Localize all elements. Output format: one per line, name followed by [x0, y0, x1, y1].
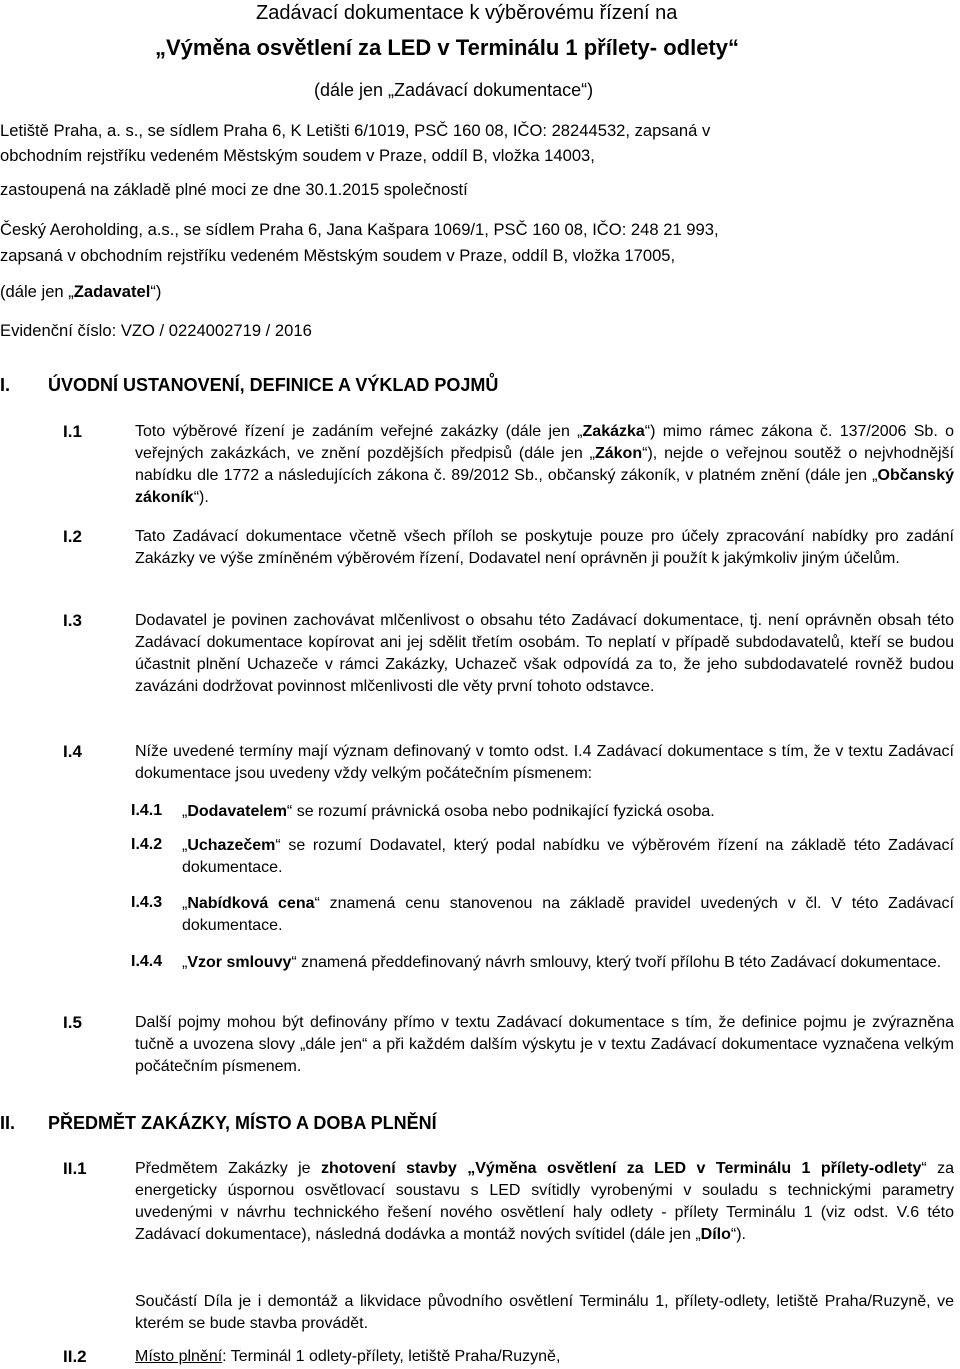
item-number: II.1	[63, 1159, 87, 1178]
evidence-number: Evidenční číslo: VZO / 0224002719 / 2016	[0, 321, 312, 340]
term-vzor-smlouvy: Vzor smlouvy	[187, 954, 292, 971]
intro-line-6	[0, 282, 161, 302]
item-1-1	[135, 421, 954, 509]
text: “)	[150, 282, 162, 301]
subitem-number: I.4.4	[131, 953, 163, 970]
item-number: I.4	[63, 742, 82, 761]
text: “), nejde o veřejnou soutěž o nejvhodnější nabídku dle 1772 a následujících zákona č. 89/2012 Sb., občanský zákoník, v platném znění (dále jen „	[135, 445, 954, 484]
term-predmet: zhotovení stavby „Výměna osvětlení za LED v Terminálu 1 přílety-odlety	[321, 1160, 922, 1177]
text: „	[182, 837, 188, 854]
text: „	[182, 954, 188, 971]
item-2-2	[135, 1346, 954, 1368]
intro-line-2: obchodním rejstříku vedeném Městským soudem v Praze, oddíl B, vložka 14003,	[0, 146, 595, 165]
item-2-1-paragraph-2: Součástí Díla je i demontáž a likvidace původního osvětlení Terminálu 1, přílety-odlety, letiště Praha/Ruzyně, ve kterém se bude stavba provádět.	[135, 1293, 954, 1332]
text: “ za energeticky úspornou osvětlovací soustavu s LED svítidly vyrobenými v souladu s technickými parametry uvedenými v návrhu technického řešení nového osvětlení haly odlety - přílety Terminálu 1 (viz odst. V.6 této Zadávací dokumentace), následná dodávka a montáž nových svítidel (dále jen „	[135, 1160, 954, 1243]
text: “ znamená cenu stanovenou na základě pravidel uvedených v čl. V této Zadávací dokumentace.	[182, 895, 954, 934]
item-1-3: Dodavatel je povinen zachovávat mlčenlivost o obsahu této Zadávací dokumentace, tj. není oprávněn obsah této Zadávací dokumentace kopírovat ani jej sdělit třetím osobám. To neplatí v případě subdodavatelů, kteří se budou účastnit plnění Uchazeče v rámci Zakázky, Uchazeč však odpovídá za to, že jeho subdodavatelé rovněž budou zavázáni dodržovat povinnost mlčenlivosti dle věty první tohoto odstavce.	[135, 612, 954, 695]
item-number: I.2	[63, 527, 82, 546]
text: „	[182, 803, 188, 820]
term-nabidkova-cena: Nabídková cena	[187, 895, 315, 912]
subitem-number: I.4.3	[131, 894, 163, 911]
item-1-4: Níže uvedené termíny mají význam definovaný v tomto odst. I.4 Zadávací dokumentace s tím, že v textu Zadávací dokumentace jsou uvedeny vždy velkým počátečním písmenem:	[135, 743, 954, 782]
subitem-1-4-3	[182, 893, 954, 937]
text: Toto výběrové řízení je zadáním veřejné zakázky (dále jen „	[135, 423, 583, 440]
item-1-5: Další pojmy mohou být definovány přímo v textu Zadávací dokumentace s tím, že definice pojmu je zvýrazněna tučně a uvozena slovy „dále jen“ a při každém dalším výskytu je v textu Zadávací dokumentace vyznačena velkým počátečním písmenem.	[135, 1014, 954, 1075]
term-uchazec: Uchazečem	[187, 837, 276, 854]
text: “ se rozumí Dodavatel, který podal nabídku ve výběrovém řízení na základě této Zadávací dokumentace.	[182, 837, 954, 876]
text: “).	[730, 1226, 746, 1243]
text: „	[182, 895, 188, 912]
term-zadavatel: Zadavatel	[73, 282, 151, 301]
text: “) mimo rámec zákona č. 137/2006 Sb. o veřejných zakázkách, ve znění pozdějších předpisů (dále jen „	[135, 423, 954, 462]
text: “ se rozumí právnická osoba nebo podnikající fyzická osoba.	[286, 803, 715, 820]
section-1-number: I.	[0, 375, 11, 395]
title-line-1: Zadávací dokumentace k výběrovému řízení na	[256, 2, 678, 24]
intro-line-1: Letiště Praha, a. s., se sídlem Praha 6, K Letišti 6/1019, PSČ 160 08, IČO: 28244532, zapsaná v	[0, 121, 711, 140]
section-2-title: PŘEDMĚT ZAKÁZKY, MÍSTO A DOBA PLNĚNÍ	[48, 1113, 437, 1133]
item-number: I.3	[63, 611, 82, 630]
intro-line-3: zastoupená na základě plné moci ze dne 30.1.2015 společností	[0, 180, 468, 199]
text: (dále jen „	[0, 282, 74, 301]
term-obcansky-zakonik: Občanský zákoník	[135, 467, 954, 506]
label-misto-plneni: Místo plnění	[135, 1348, 223, 1365]
text: Předmětem Zakázky je	[135, 1160, 321, 1177]
subitem-1-4-4	[182, 952, 954, 974]
text: “ znamená předdefinovaný návrh smlouvy, který tvoří přílohu B této Zadávací dokumentace.	[291, 954, 942, 971]
section-2-number: II.	[0, 1113, 16, 1133]
item-number: I.5	[63, 1013, 82, 1032]
section-1-title: ÚVODNÍ USTANOVENÍ, DEFINICE A VÝKLAD POJMŮ	[48, 375, 499, 395]
text: “).	[193, 489, 209, 506]
term-zakon: Zákon	[594, 445, 643, 462]
intro-line-5: zapsaná v obchodním rejstříku vedeném Městským soudem v Praze, oddíl B, vložka 17005,	[0, 246, 676, 265]
subitem-number: I.4.2	[131, 836, 163, 853]
term-zakazka: Zakázka	[582, 423, 645, 440]
subitem-1-4-2	[182, 835, 954, 879]
term-dodavatel: Dodavatelem	[187, 803, 287, 820]
text: : Terminál 1 odlety-přílety, letiště Praha/Ruzyně,	[222, 1348, 561, 1365]
title-line-3: (dále jen „Zadávací dokumentace“)	[314, 80, 594, 100]
item-2-1	[135, 1158, 954, 1246]
document-title: „Výměna osvětlení za LED v Terminálu 1 přílety- odlety“	[155, 35, 739, 60]
item-1-2: Tato Zadávací dokumentace včetně všech příloh se poskytuje pouze pro účely zpracování nabídky pro zadání Zakázky ve výše zmíněném výběrovém řízení, Dodavatel není oprávněn ji použít k jakýmkoliv jiným účelům.	[135, 528, 954, 567]
item-number: II.2	[63, 1347, 87, 1366]
intro-line-4: Český Aeroholding, a.s., se sídlem Praha 6, Jana Kašpara 1069/1, PSČ 160 08, IČO: 248 21 993,	[0, 220, 719, 239]
term-dilo: Dílo	[700, 1226, 731, 1243]
subitem-1-4-1	[182, 801, 954, 823]
item-number: I.1	[63, 422, 82, 441]
subitem-number: I.4.1	[131, 802, 163, 819]
